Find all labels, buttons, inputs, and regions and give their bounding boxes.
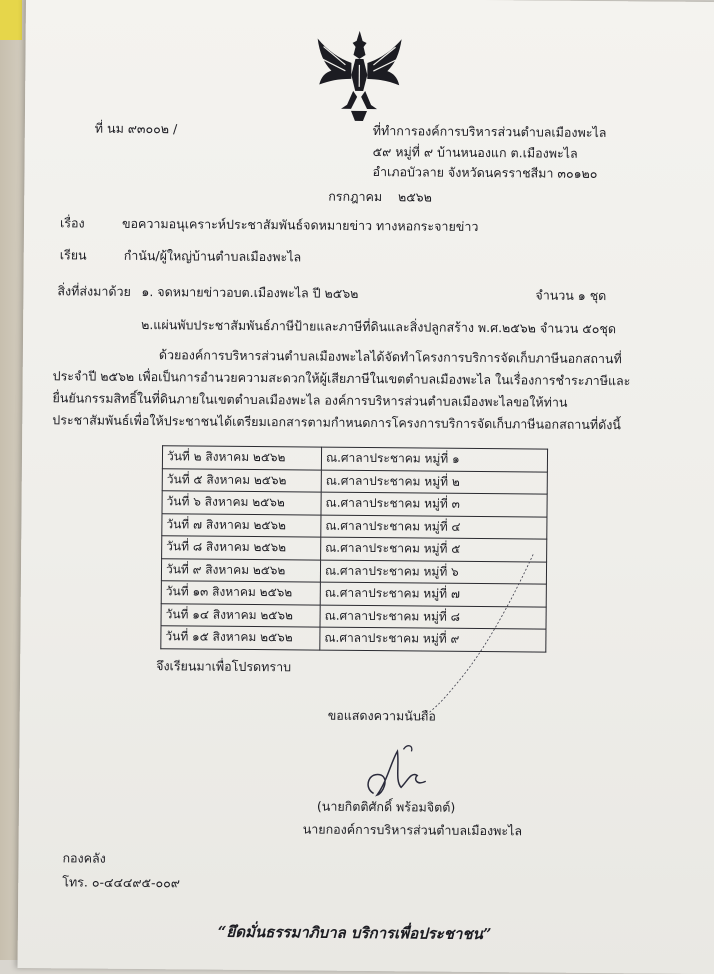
attachment-2: ๒.แผ่นพับประชาสัมพันธ์ภาษีป้ายและภาษีที่ดินและสิ่งปลูกสร้าง พ.ศ.๒๕๖๒ จำนวน ๕๐ชุด (141, 317, 617, 337)
body-line-1: ด้วยองค์การบริหารส่วนตำบลเมืองพะไลได้จัดทำโครงการบริการจัดเก็บภาษีนอกสถานที่ (158, 347, 622, 367)
org-address-line-3: อำเภอบัวลาย จังหวัดนครราชสีมา ๓๐๑๒๐ (372, 164, 598, 181)
schedule-place: ณ.ศาลาประชาคม หมู่ที่ ๗ (320, 582, 546, 606)
motto: “ยึดมั่นธรรมาภิบาล บริการเพื่อประชาชน” (217, 922, 492, 944)
schedule-date: วันที่ ๘ สิงหาคม ๒๕๖๒ (162, 536, 321, 560)
attachments-label: สิ่งที่ส่งมาด้วย (57, 283, 131, 299)
phone-number: โทร. ๐-๔๔๔๙๕-๐๐๙ (62, 874, 181, 891)
org-address-line-1: ที่ทำการองค์การบริหารส่วนตำบลเมืองพะไล (372, 123, 607, 141)
schedule-place: ณ.ศาลาประชาคม หมู่ที่ ๘ (320, 605, 546, 629)
schedule-date: วันที่ ๖ สิงหาคม ๒๕๖๒ (162, 491, 321, 515)
schedule-place: ณ.ศาลาประชาคม หมู่ที่ ๒ (321, 470, 547, 494)
department: กองคลัง (62, 850, 106, 866)
schedule-date: วันที่ ๑๔ สิงหาคม ๒๕๖๒ (161, 603, 320, 627)
schedule-place: ณ.ศาลาประชาคม หมู่ที่ ๖ (320, 560, 546, 584)
letter-date: กรกฎาคม ๒๕๖๒ (328, 188, 432, 205)
signer-name: (นายกิตติศักดิ์ พร้อมจิตต์) (316, 798, 456, 815)
pen-stroke-mark (414, 551, 535, 722)
body-line-4: ประชาสัมพันธ์เพื่อให้ประชาชนได้เตรียมเอกสารตามกำหนดการโครงการบริการจัดเก็บภาษีนอกสถานที่ดังนี้ (52, 412, 621, 433)
garuda-emblem-icon (311, 28, 408, 123)
subject-text: ขอความอนุเคราะห์ประชาสัมพันธ์จดหมายข่าว ทางหอกระจายข่าว (121, 215, 479, 234)
signature-mark (355, 741, 436, 802)
table-row (162, 513, 547, 539)
schedule-date: วันที่ ๑๕ สิงหาคม ๒๕๖๒ (161, 626, 320, 650)
org-address-line-2: ๕๙ หมู่ที่ ๙ บ้านหนองแก ต.เมืองพะไล (372, 144, 578, 161)
subject-label: เรื่อง (59, 215, 85, 231)
letter-page (18, 0, 714, 974)
recipient-text: กำนัน/ผู้ใหญ่บ้านตำบลเมืองพะไล (123, 247, 302, 265)
schedule-place: ณ.ศาลาประชาคม หมู่ที่ ๔ (321, 515, 547, 539)
table-row (162, 468, 547, 494)
recipient-label: เรียน (59, 247, 87, 263)
attachment-1: ๑. จดหมายข่าวอบต.เมืองพะไล ปี ๒๕๖๒ (141, 284, 359, 301)
schedule-place: ณ.ศาลาประชาคม หมู่ที่ ๙ (320, 627, 546, 651)
signer-title: นายกองค์การบริหารส่วนตำบลเมืองพะไล (302, 821, 523, 839)
schedule-date: วันที่ ๗ สิงหาคม ๒๕๖๒ (162, 513, 321, 537)
schedule-date: วันที่ ๙ สิงหาคม ๒๕๖๒ (161, 558, 320, 582)
regards-text: ขอแสดงความนับถือ (327, 707, 436, 724)
yellow-folder-tab (0, 0, 22, 40)
body-line-2: ประจำปี ๒๕๖๒ เพื่อเป็นการอำนวยความสะดวกให้ผู้เสียภาษีในเขตตำบลเมืองพะไล ในเรื่องการชำระภาษีและ (52, 368, 631, 389)
attachment-1-quantity: จำนวน ๑ ชุด (535, 287, 607, 304)
closing-text: จึงเรียนมาเพื่อโปรดทราบ (156, 658, 292, 675)
body-line-3: ยื่นยันกรรมสิทธิ์ในที่ดินภายในเขตตำบลเมืองพะไล องค์การบริหารส่วนตำบลเมืองพะไลขอให้ท่าน (52, 390, 568, 410)
schedule-place: ณ.ศาลาประชาคม หมู่ที่ ๓ (321, 492, 547, 516)
schedule-place: ณ.ศาลาประชาคม หมู่ที่ ๕ (321, 537, 547, 561)
schedule-date: วันที่ ๒ สิงหาคม ๒๕๖๒ (162, 446, 321, 470)
table-row (162, 491, 547, 517)
table-row (162, 446, 547, 472)
reference-number: ที่ นม ๙๓๐๐๒ / (94, 120, 178, 137)
schedule-date: วันที่ ๑๓ สิงหาคม ๒๕๖๒ (161, 581, 320, 605)
schedule-date: วันที่ ๕ สิงหาคม ๒๕๖๒ (162, 468, 321, 492)
schedule-place: ณ.ศาลาประชาคม หมู่ที่ ๑ (321, 447, 547, 471)
